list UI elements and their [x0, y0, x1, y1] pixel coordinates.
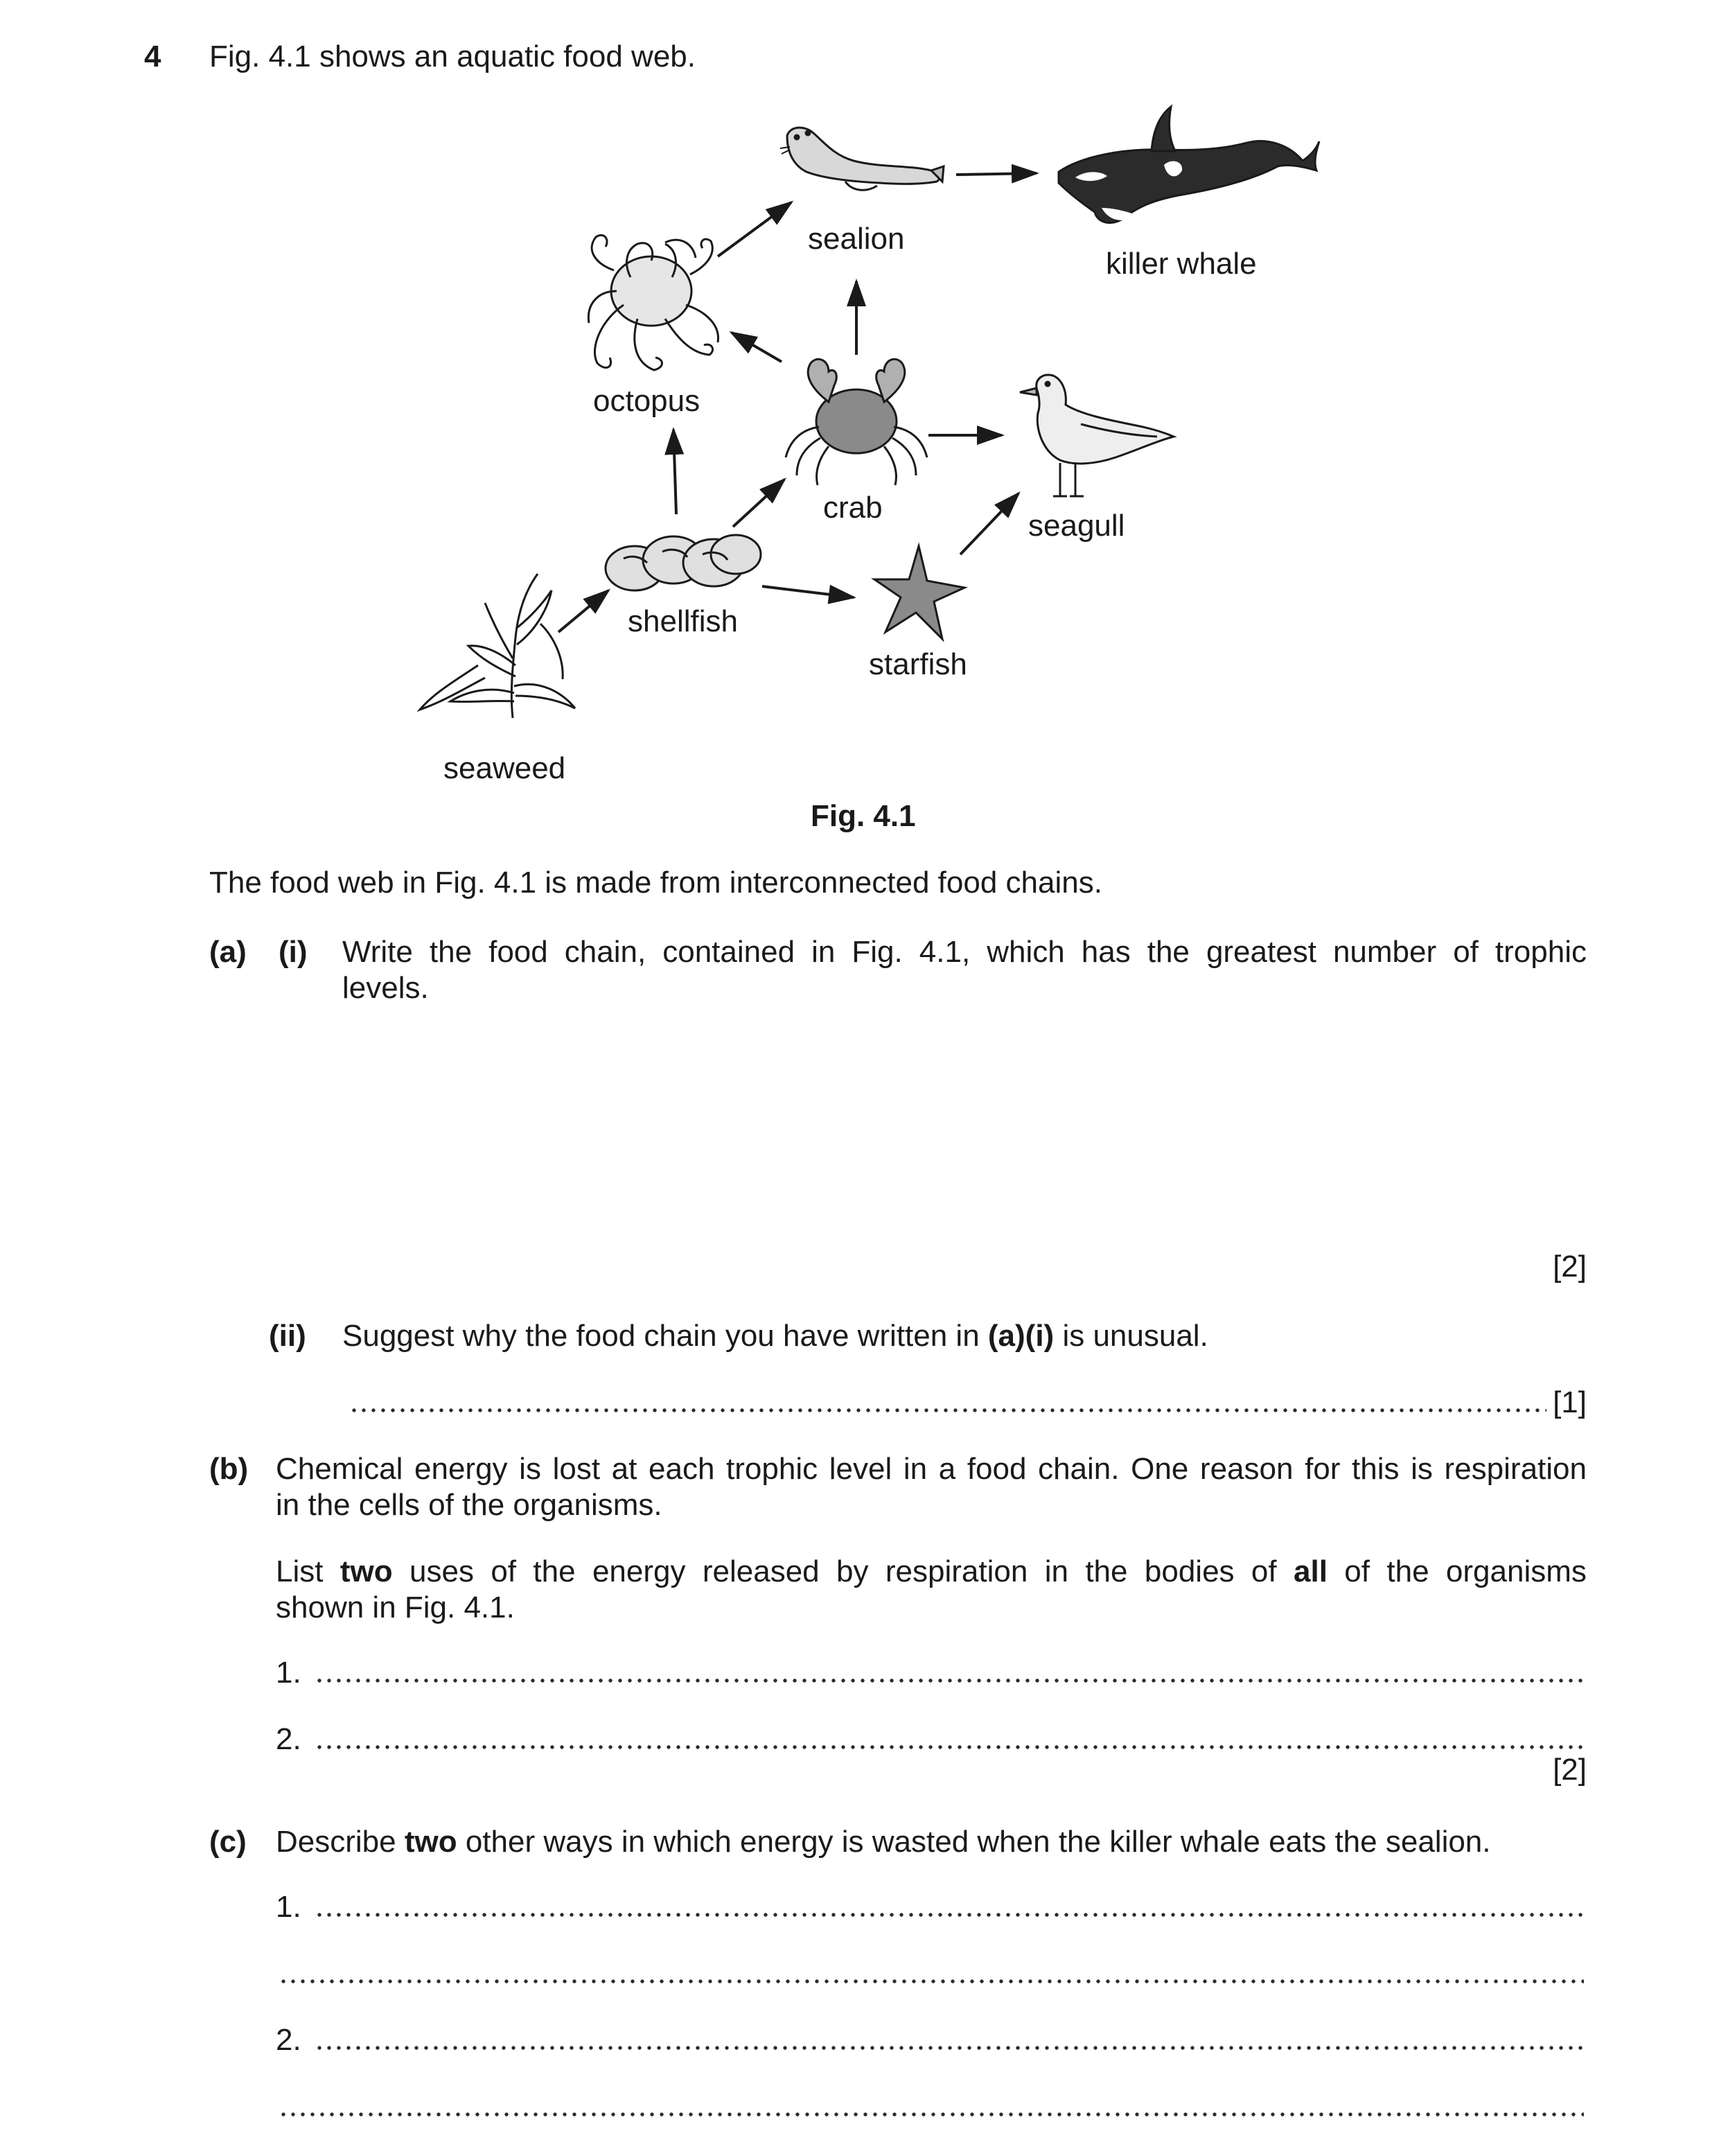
arrow-seaweed-to-shellfish — [558, 590, 608, 632]
arrow-shellfish-to-crab — [733, 480, 784, 527]
part-c-label: (c) — [209, 1825, 247, 1859]
part-a-ii-text-before: Suggest why the food chain you have written in — [342, 1319, 988, 1353]
question-number: 4 — [144, 40, 161, 73]
part-a-i-line1: Write the food chain, contained in Fig. 4.1, which has the greatest number of trophic — [342, 935, 1587, 969]
figure-caption: Fig. 4.1 — [811, 799, 916, 833]
part-c-question — [276, 1824, 1491, 1860]
part-b-marks: [2] — [1553, 1753, 1587, 1787]
label-shellfish: shellfish — [628, 604, 738, 638]
word: organisms — [1445, 1554, 1587, 1588]
arrow-starfish-to-seagull — [960, 493, 1019, 554]
octopus-icon — [588, 235, 718, 370]
word: energy — [592, 1554, 686, 1588]
part-b-list-line1 — [276, 1554, 1587, 1590]
word-emphasis-two: two — [340, 1554, 393, 1588]
label-seagull: seagull — [1028, 509, 1125, 543]
answer-line-b-2[interactable] — [315, 1744, 1584, 1751]
part-a-ii-question — [342, 1318, 1208, 1354]
part-a-ii-marks: [1] — [1553, 1385, 1587, 1419]
part-b-list-line2: shown in Fig. 4.1. — [276, 1590, 515, 1624]
arrow-octopus-to-sealion — [718, 202, 791, 256]
seaweed-icon — [420, 574, 575, 718]
starfish-icon — [874, 546, 964, 639]
answer-line-b-1[interactable] — [315, 1677, 1584, 1684]
word: of — [1251, 1554, 1277, 1588]
part-b-item1-number: 1. — [276, 1656, 301, 1690]
question-intro: Fig. 4.1 shows an aquatic food web. — [209, 40, 696, 73]
word: List — [276, 1554, 324, 1588]
part-c-item2-number: 2. — [276, 2023, 301, 2057]
part-c-item1-number: 1. — [276, 1890, 301, 1924]
word: by — [836, 1554, 869, 1588]
part-b-item2-number: 2. — [276, 1722, 301, 1756]
part-b-line2: in the cells of the organisms. — [276, 1488, 662, 1522]
label-sealion: sealion — [808, 222, 905, 256]
part-a-ii-label: (ii) — [269, 1319, 306, 1353]
word: of — [491, 1554, 517, 1588]
label-crab: crab — [823, 491, 883, 525]
part-a-i-line2: levels. — [342, 971, 429, 1005]
answer-line-a-ii[interactable] — [349, 1407, 1546, 1414]
arrow-shellfish-to-octopus — [673, 430, 676, 514]
word-emphasis-all: all — [1294, 1554, 1328, 1588]
food-web-figure — [0, 0, 1719, 832]
label-seaweed: seaweed — [443, 751, 566, 785]
part-a-ii-text-after: is unusual. — [1054, 1319, 1208, 1353]
answer-line-c-1b[interactable] — [279, 1978, 1584, 1985]
killer-whale-icon — [1059, 107, 1319, 222]
shellfish-icon — [606, 535, 761, 590]
arrow-crab-to-octopus — [732, 333, 782, 362]
word: uses — [409, 1554, 474, 1588]
answer-line-c-2b[interactable] — [279, 2111, 1584, 2118]
part-c-text-after: other ways in which energy is wasted when the killer whale eats the sealion. — [457, 1825, 1491, 1859]
crab-icon — [786, 359, 927, 485]
word: in — [1044, 1554, 1068, 1588]
part-b-line1: Chemical energy is lost at each trophic level in a food chain. One reason for this is respiration — [276, 1452, 1587, 1486]
sealion-icon — [780, 128, 944, 190]
part-a-i-label: (i) — [279, 935, 308, 969]
label-starfish: starfish — [869, 647, 967, 681]
word: of — [1344, 1554, 1370, 1588]
part-b-label: (b) — [209, 1452, 249, 1486]
part-c-text-two: two — [404, 1825, 457, 1859]
word: the — [1085, 1554, 1128, 1588]
label-octopus: octopus — [593, 384, 700, 418]
word: respiration — [885, 1554, 1028, 1588]
word: bodies — [1144, 1554, 1235, 1588]
part-a-ii-text-ref: (a)(i) — [987, 1319, 1055, 1353]
word: the — [1386, 1554, 1429, 1588]
arrow-shellfish-to-starfish — [762, 586, 854, 597]
question-stem: The food web in Fig. 4.1 is made from interconnected food chains. — [209, 866, 1102, 900]
part-a-i-marks: [2] — [1553, 1250, 1587, 1283]
answer-line-c-2a[interactable] — [315, 2044, 1584, 2051]
part-a-label: (a) — [209, 935, 247, 969]
arrow-sealion-to-killer-whale — [956, 173, 1037, 175]
word: the — [533, 1554, 576, 1588]
label-killer-whale: killer whale — [1106, 247, 1257, 281]
answer-line-c-1a[interactable] — [315, 1911, 1584, 1918]
seagull-icon — [1020, 375, 1174, 496]
word: released — [702, 1554, 820, 1588]
part-c-text-before: Describe — [276, 1825, 405, 1859]
